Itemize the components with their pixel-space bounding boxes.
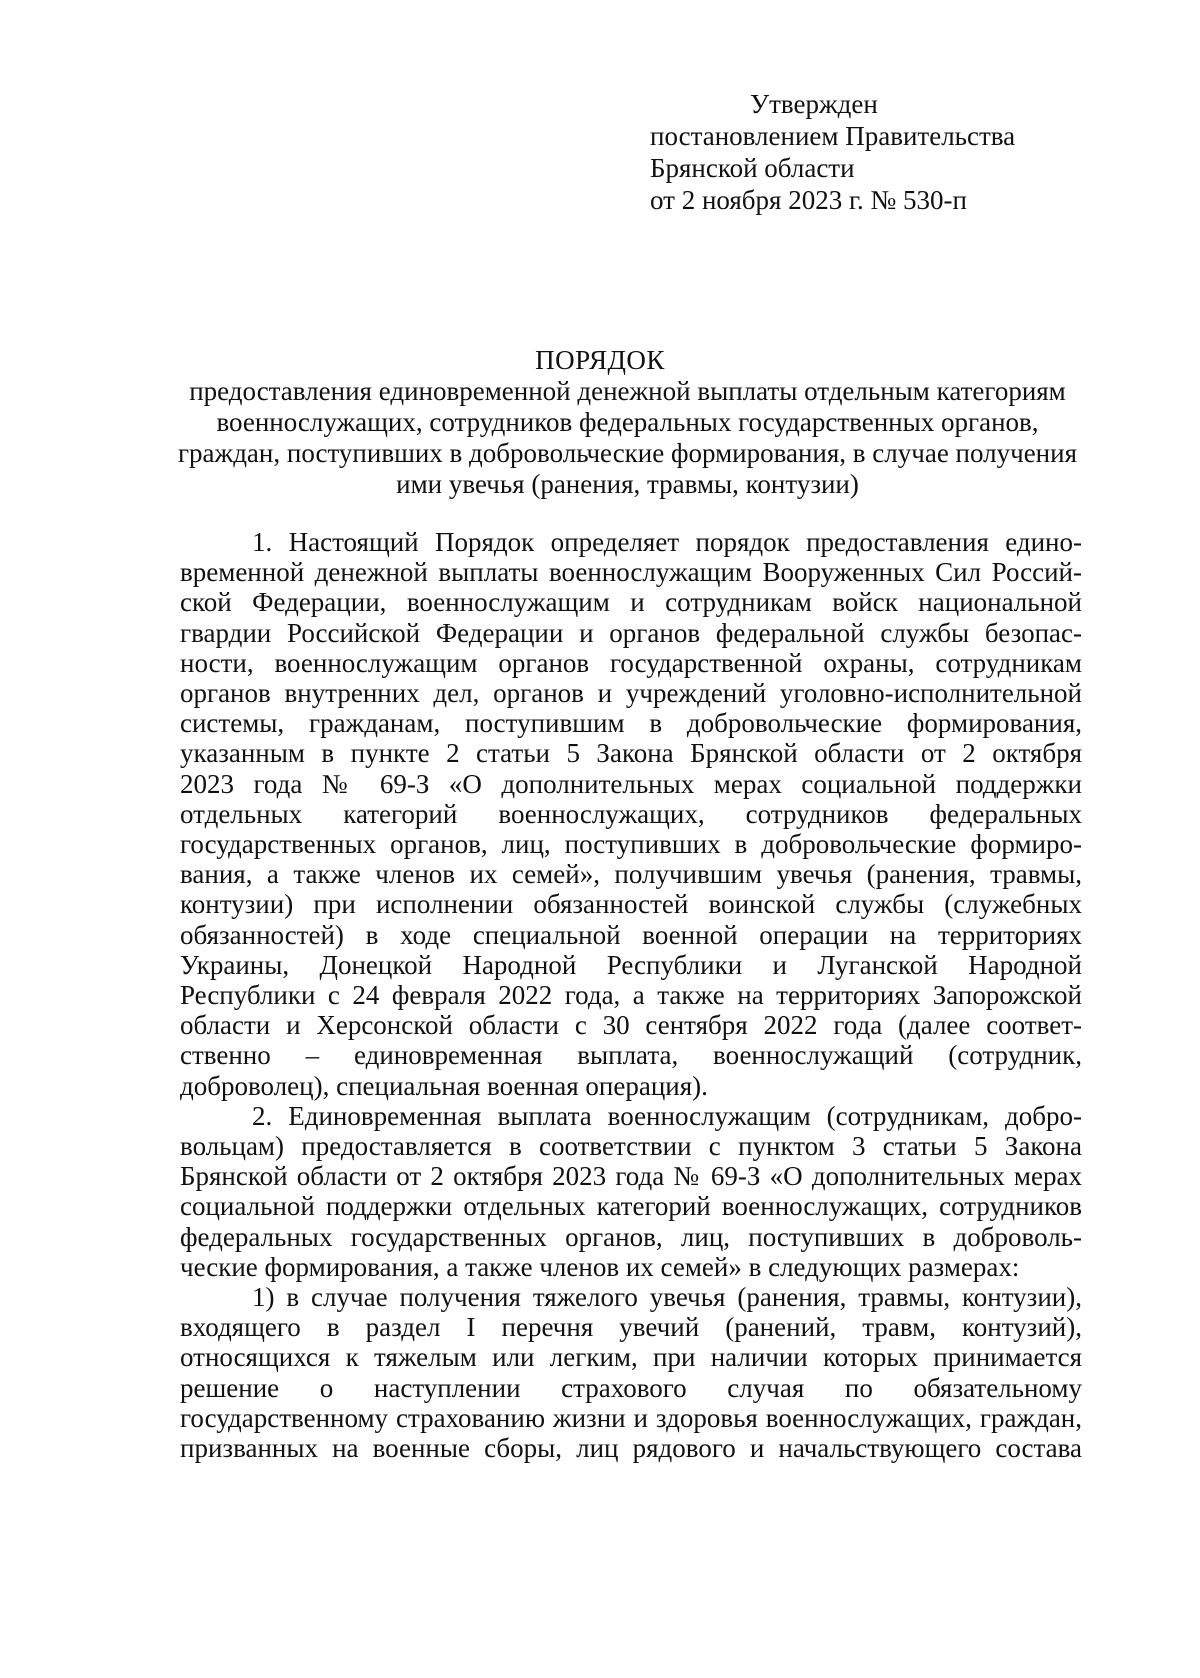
text-line: отдельных категорий военнослужащих, сотрудников федеральных xyxy=(180,798,1082,829)
paragraph-3 xyxy=(180,1282,1082,1463)
text-line: Брянской области от 2 октября 2023 года № 69-З «О дополнительных мерах xyxy=(180,1161,1082,1192)
text-line: 2023 года № 69-З «О дополнительных мерах социальной поддержки xyxy=(180,768,1082,799)
approval-line: Брянской области xyxy=(650,153,855,183)
text-line: относящихся к тяжелым или легким, при наличии которых принимается xyxy=(180,1342,1082,1373)
text-line: 1) в случае получения тяжелого увечья (ранения, травмы, контузии), xyxy=(252,1282,1082,1313)
text-line: государственных органов, лиц, поступивших в добровольческие формиро- xyxy=(180,829,1082,860)
text-line: ческие формирования, а также членов их семей» в следующих размерах: xyxy=(180,1251,1020,1282)
text-line: входящего в раздел I перечня увечий (ранений, травм, контузий), xyxy=(180,1312,1082,1343)
document-title: ПОРЯДОК xyxy=(535,345,665,375)
approval-line: Утвержден xyxy=(750,89,878,119)
text-line: 2. Единовременная выплата военнослужащим (сотрудникам, добро- xyxy=(252,1100,1082,1131)
paragraph-2 xyxy=(180,1101,1082,1282)
approval-line: постановлением Правительства xyxy=(650,121,1016,151)
text-line: контузии) при исполнении обязанностей воинской службы (служебных xyxy=(180,889,1082,920)
text-line: системы, гражданам, поступившим в добровольческие формирования, xyxy=(180,708,1082,739)
approval-line: от 2 ноября 2023 г. № 530-п xyxy=(650,185,967,215)
subtitle-line: военнослужащих, сотрудников федеральных государственных органов, xyxy=(216,407,1039,437)
subtitle-line: предоставления единовременной денежной выплаты отдельным категориям xyxy=(189,376,1066,406)
text-line: Республики с 24 февраля 2022 года, а также на территориях Запорожской xyxy=(180,980,1082,1011)
subtitle-line: граждан, поступивших в добровольческие формирования, в случае получения xyxy=(177,438,1077,468)
subtitle-line: ими увечья (ранения, травмы, контузии) xyxy=(396,469,859,499)
paragraph-1 xyxy=(180,527,1082,1101)
text-line: вольцам) предоставляется в соответствии с пунктом 3 статьи 5 Закона xyxy=(180,1131,1082,1162)
text-line: органов внутренних дел, органов и учреждений уголовно-исполнительной xyxy=(180,678,1082,709)
text-line: федеральных государственных органов, лиц, поступивших в доброволь- xyxy=(180,1221,1082,1252)
text-line: ственно – единовременная выплата, военнослужащий (сотрудник, xyxy=(180,1040,1082,1071)
text-line: 1. Настоящий Порядок определяет порядок предоставления едино- xyxy=(252,527,1082,557)
text-line: обязанностей) в ходе специальной военной операции на территориях xyxy=(180,919,1082,950)
text-line: области и Херсонской области с 30 сентября 2022 года (далее соответ- xyxy=(180,1010,1082,1041)
text-line: временной денежной выплаты военнослужащим Вооруженных Сил Россий- xyxy=(180,557,1082,588)
approval-stamp-block xyxy=(650,88,1110,216)
document-subtitle xyxy=(175,376,1080,500)
text-line: доброволец), специальная военная операция). xyxy=(180,1070,708,1101)
text-line: решение о наступлении страхового случая по обязательному xyxy=(180,1372,1082,1403)
text-line: призванных на военные сборы, лиц рядового и начальствующего состава xyxy=(180,1433,1082,1464)
text-line: ности, военнослужащим органов государственной охраны, сотрудникам xyxy=(180,647,1082,678)
text-line: социальной поддержки отдельных категорий военнослужащих, сотрудников xyxy=(180,1191,1082,1222)
text-line: вания, а также членов их семей», получившим увечья (ранения, травмы, xyxy=(180,859,1082,890)
text-line: указанным в пункте 2 статьи 5 Закона Брянской области от 2 октября xyxy=(180,738,1082,769)
text-line: ской Федерации, военнослужащим и сотрудникам войск национальной xyxy=(180,587,1082,618)
document-body xyxy=(180,527,1082,1463)
text-line: государственному страхованию жизни и здоровья военнослужащих, граждан, xyxy=(180,1402,1082,1433)
text-line: Украины, Донецкой Народной Республики и Луганской Народной xyxy=(180,949,1082,980)
text-line: гвардии Российской Федерации и органов федеральной службы безопас- xyxy=(180,617,1082,648)
